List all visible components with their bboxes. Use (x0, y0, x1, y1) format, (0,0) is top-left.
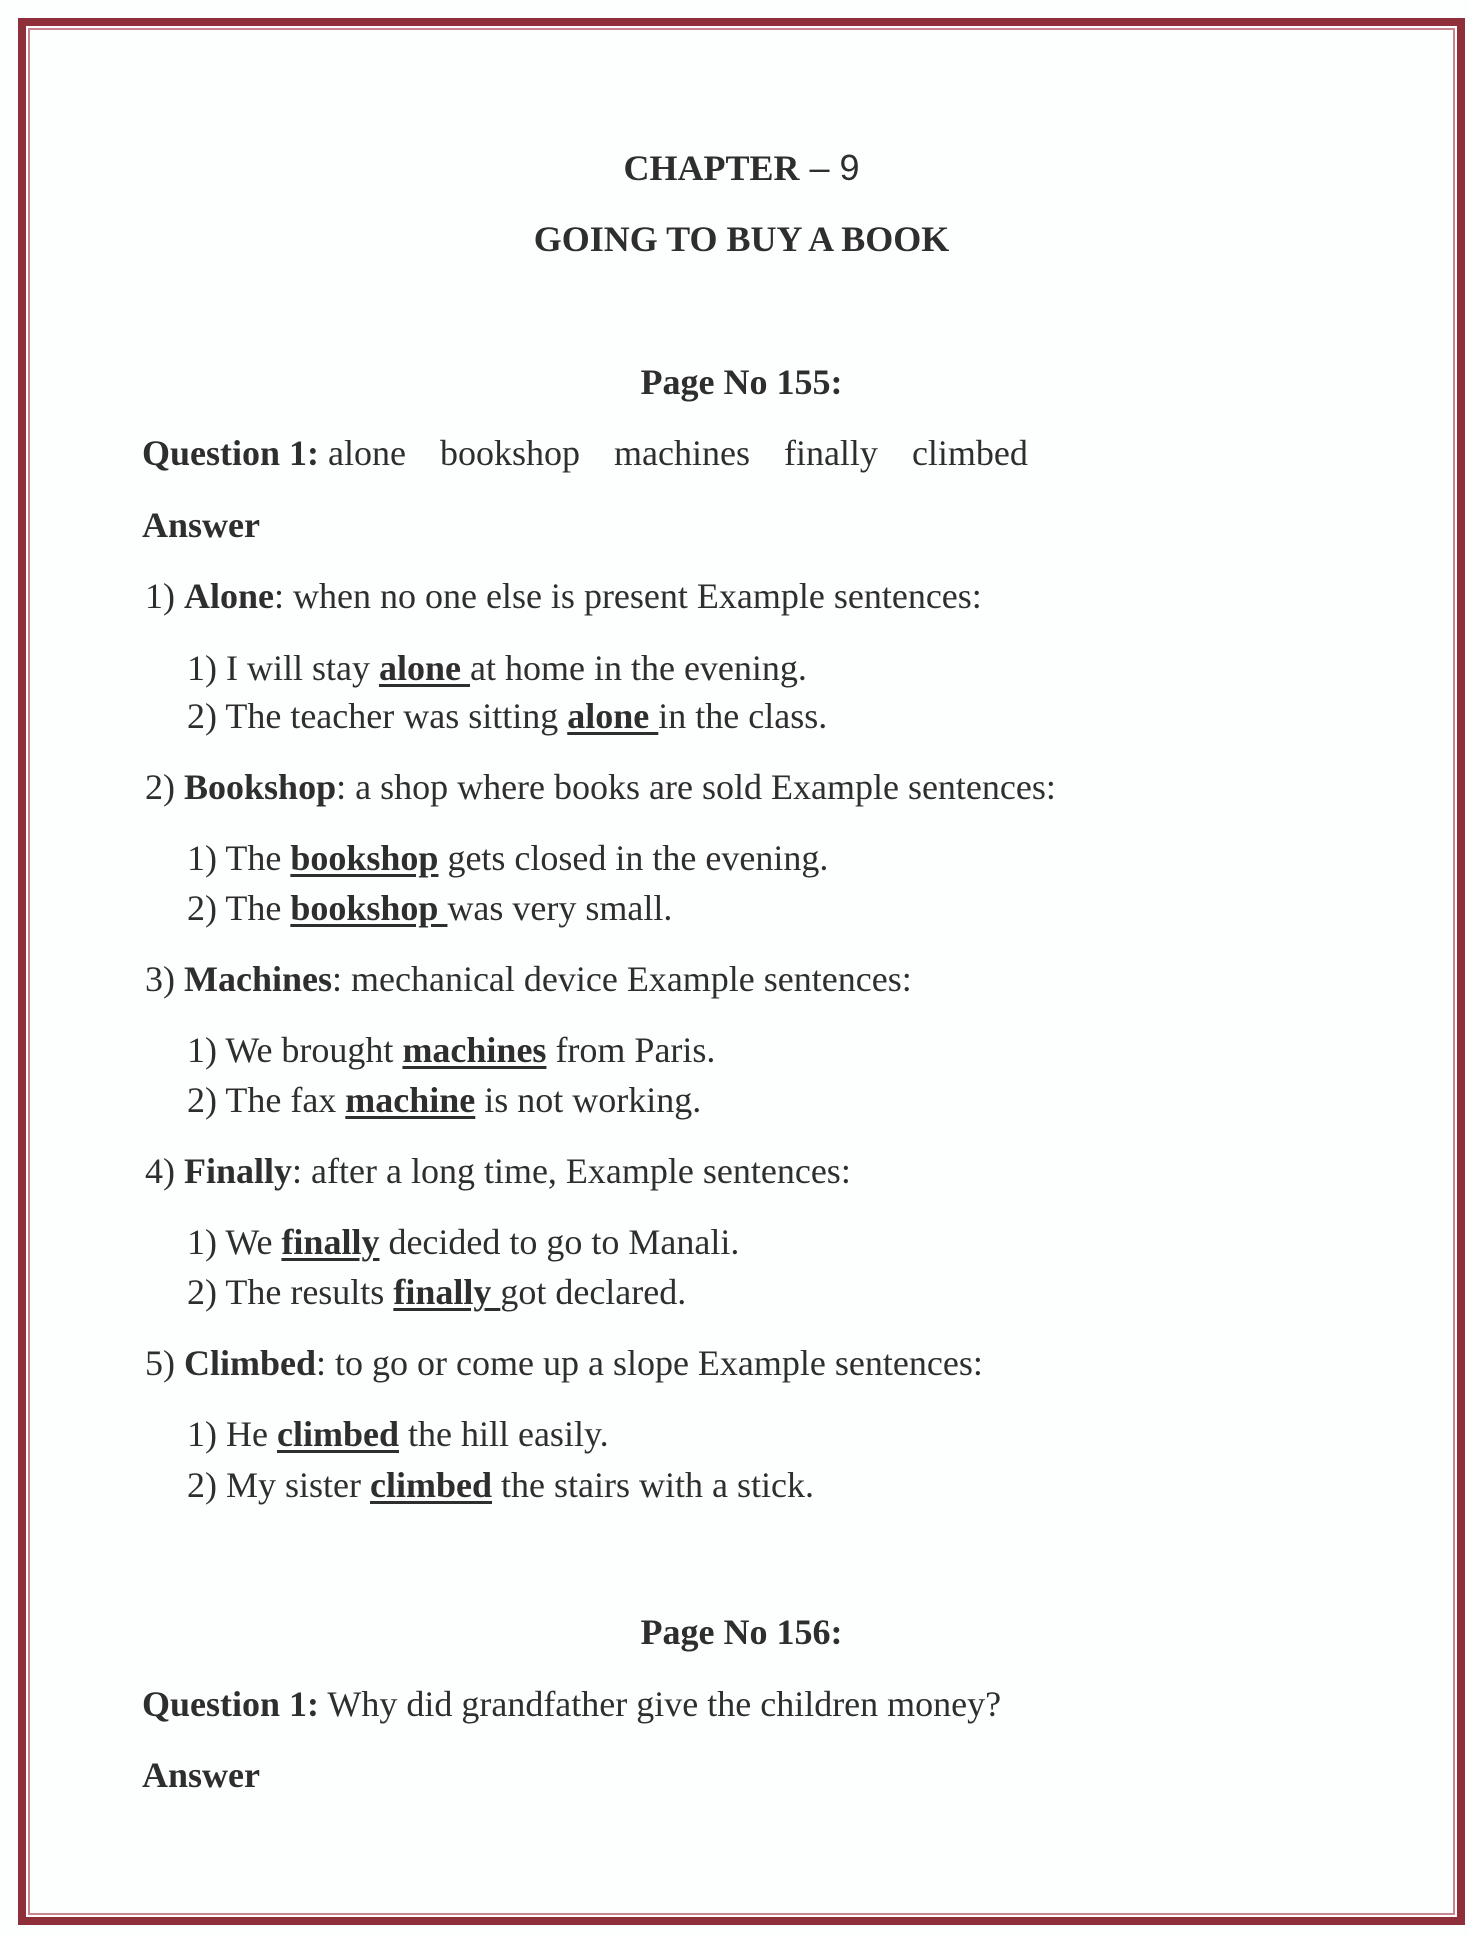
question-text: Why did grandfather give the children money? (319, 1684, 1002, 1724)
highlighted-word: bookshop (290, 838, 439, 878)
example-text: The fax (225, 1080, 346, 1120)
question-1-line-p156 (142, 1686, 1001, 1722)
example-text: The (225, 838, 291, 878)
highlighted-word: machine (345, 1080, 476, 1120)
example-text: We (225, 1222, 282, 1262)
example-text: My sister (226, 1465, 370, 1505)
question-label: Question 1: (142, 1684, 320, 1724)
example-text: decided to go to Manali. (379, 1222, 740, 1262)
example-text: at home in the evening. (470, 648, 807, 688)
example-number: 2) (187, 696, 217, 736)
example-sentence (187, 1082, 701, 1118)
definition-item (145, 1153, 851, 1189)
item-number: 5) (145, 1343, 175, 1383)
item-number: 2) (145, 767, 175, 807)
chapter-label: CHAPTER (623, 148, 800, 188)
example-text: The results (225, 1272, 394, 1312)
question-1-line (142, 435, 1028, 471)
example-number: 1) (187, 1414, 217, 1454)
example-number: 2) (187, 1465, 217, 1505)
definition-text: : mechanical device Example sentences: (332, 959, 912, 999)
question-word: alone (328, 433, 406, 473)
example-number: 1) (187, 1030, 217, 1070)
highlighted-word: climbed (370, 1465, 492, 1505)
example-text: I will stay (226, 648, 379, 688)
example-text: gets closed in the evening. (438, 838, 829, 878)
definition-text: : to go or come up a slope Example sentences: (316, 1343, 983, 1383)
example-text: in the class. (658, 696, 828, 736)
example-number: 2) (187, 1272, 217, 1312)
definition-text: : after a long time, Example sentences: (292, 1151, 851, 1191)
question-label: Question 1: (142, 433, 320, 473)
chapter-separator: – (799, 147, 840, 188)
item-number: 4) (145, 1151, 175, 1191)
example-text: is not working. (475, 1080, 702, 1120)
item-number: 3) (145, 959, 175, 999)
highlighted-word: bookshop (290, 888, 448, 928)
example-sentence (187, 840, 828, 876)
example-text: from Paris. (546, 1030, 716, 1070)
answer-label: Answer (142, 505, 260, 545)
example-number: 1) (187, 1222, 217, 1262)
term: Alone (184, 576, 274, 616)
definition-text: : a shop where books are sold Example sentences: (336, 767, 1056, 807)
example-number: 2) (187, 1080, 217, 1120)
highlighted-word: finally (393, 1272, 501, 1312)
chapter-heading (0, 147, 1469, 188)
example-sentence (187, 890, 672, 926)
example-number: 1) (187, 838, 217, 878)
example-text: The teacher was sitting (225, 696, 568, 736)
example-sentence (187, 650, 807, 686)
example-text: We brought (225, 1030, 403, 1070)
example-text: He (226, 1414, 277, 1454)
example-sentence (187, 1274, 686, 1310)
example-sentence (187, 1467, 814, 1503)
definition-item (145, 769, 1056, 805)
page-heading-155: Page No 155: (640, 362, 843, 402)
term: Finally (184, 1151, 293, 1191)
highlighted-word: alone (567, 696, 659, 736)
question-word: climbed (911, 433, 1028, 473)
answer-label: Answer (142, 1755, 260, 1795)
highlighted-word: machines (402, 1030, 547, 1070)
example-text: The (225, 888, 291, 928)
chapter-title: GOING TO BUY A BOOK (533, 219, 950, 259)
example-text: the hill easily. (398, 1414, 609, 1454)
example-text: the stairs with a stick. (492, 1465, 814, 1505)
term: Bookshop (184, 767, 337, 807)
chapter-number: 9 (839, 147, 860, 188)
example-sentence (187, 698, 827, 734)
highlighted-word: climbed (276, 1414, 399, 1454)
question-word: bookshop (439, 433, 580, 473)
example-text: was very small. (447, 888, 673, 928)
term: Machines (184, 959, 332, 999)
term: Climbed (184, 1343, 317, 1383)
question-word: machines (614, 433, 750, 473)
example-number: 2) (187, 888, 217, 928)
example-sentence (187, 1416, 609, 1452)
page-heading-156: Page No 156: (640, 1612, 843, 1652)
highlighted-word: alone (378, 648, 470, 688)
example-sentence (187, 1224, 739, 1260)
definition-item (145, 1345, 983, 1381)
example-sentence (187, 1032, 715, 1068)
example-number: 1) (187, 648, 217, 688)
definition-item (145, 578, 982, 614)
question-word: finally (783, 433, 878, 473)
highlighted-word: finally (281, 1222, 380, 1262)
example-text: got declared. (500, 1272, 687, 1312)
definition-item (145, 961, 912, 997)
item-number: 1) (145, 576, 175, 616)
definition-text: : when no one else is present Example sentences: (274, 576, 982, 616)
